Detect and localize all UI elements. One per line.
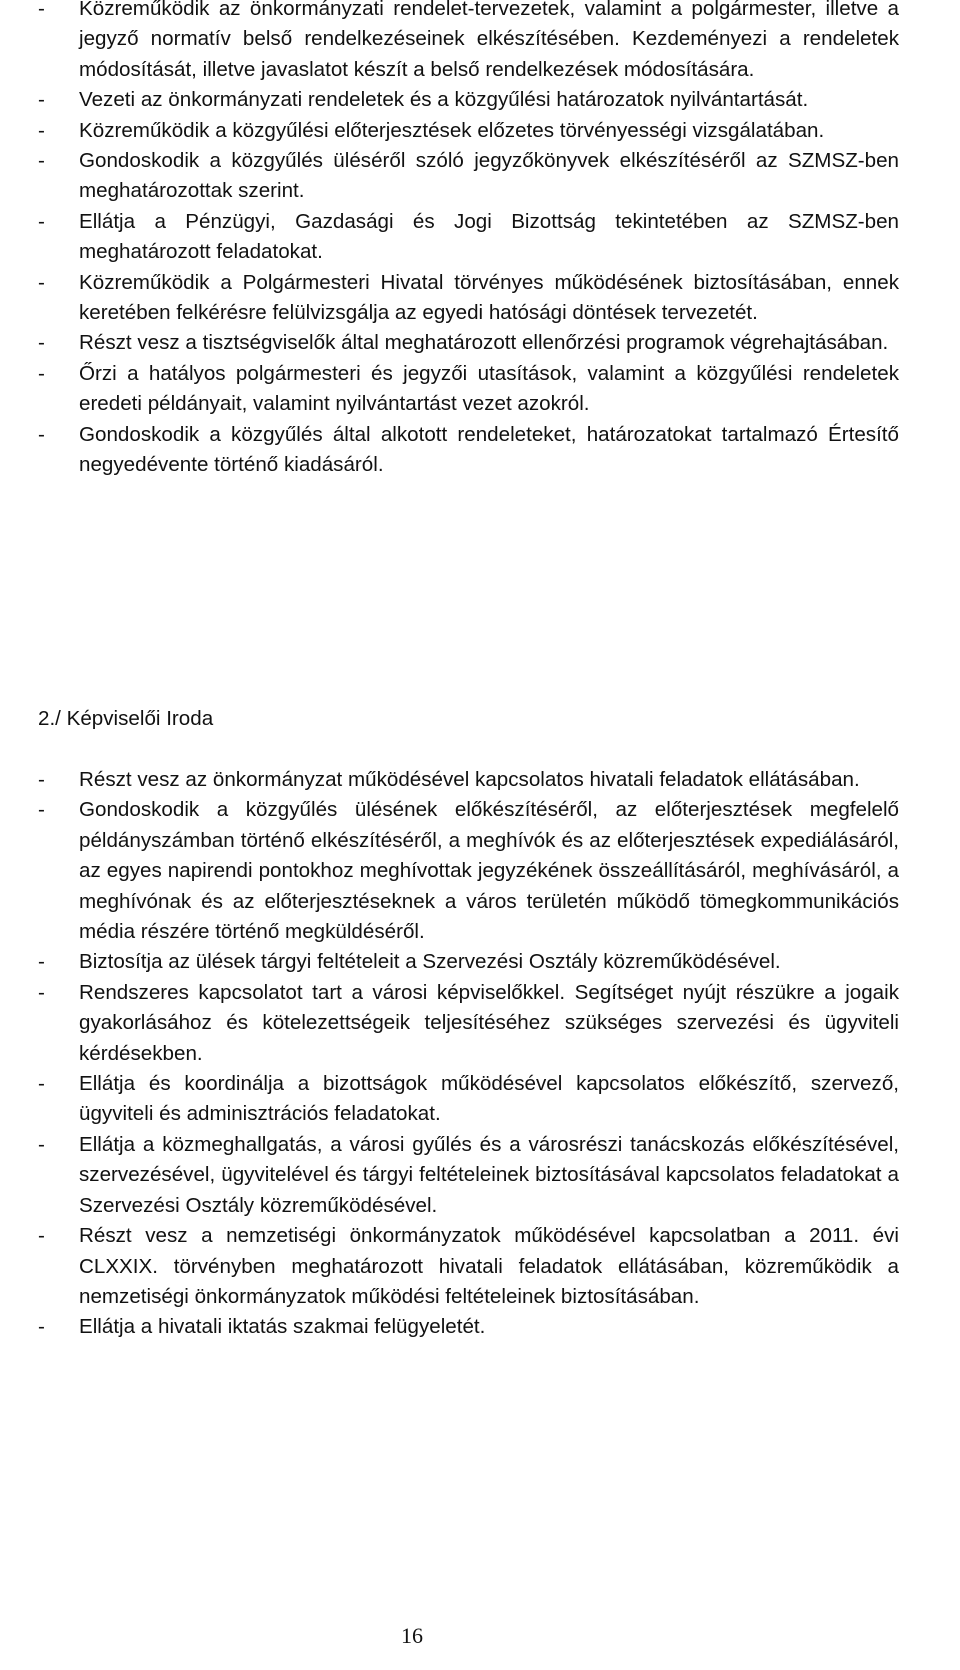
page-number: 16 (401, 1623, 423, 1648)
duty-list-kepviseloi-iroda (38, 765, 899, 1343)
list-item: - Részt vesz a nemzetiségi önkormányzatok működésével kapcsolatban a 2011. évi CLXXIX. törvényben meghatározott hivatali feladatok ellátásában, közreműködik a nemzetiségi önkormányzatok működési feltételeinek biztosításában. (38, 1221, 899, 1312)
list-item: - Gondoskodik a közgyűlés által alkotott rendeleteket, határozatokat tartalmazó Értesítő negyedévente történő kiadásáról. (38, 420, 899, 481)
list-item: - Közreműködik az önkormányzati rendelet-tervezetek, valamint a polgármester, illetve a jegyző normatív belső rendelkezéseinek elkészítésében. Kezdeményezi a rendeletek módosítását, illetve javaslatot készít a belső rendelkezések módosítására. (38, 0, 899, 85)
list-item: - Ellátja és koordinálja a bizottságok működésével kapcsolatos előkészítő, szervező, ügyviteli és adminisztrációs feladatokat. (38, 1069, 899, 1130)
list-item: - Őrzi a hatályos polgármesteri és jegyzői utasítások, valamint a közgyűlési rendeletek eredeti példányait, valamint nyilvántartást vezet azokról. (38, 359, 899, 420)
list-item: - Ellátja a Pénzügyi, Gazdasági és Jogi Bizottság tekintetében az SZMSZ-ben meghatározott feladatokat. (38, 207, 899, 268)
duty-list-top (38, 0, 899, 481)
list-item: - Vezeti az önkormányzati rendeletek és a közgyűlési határozatok nyilvántartását. (38, 85, 899, 115)
list-item: - Ellátja a hivatali iktatás szakmai felügyeletét. (38, 1312, 899, 1342)
list-item: - Részt vesz a tisztségviselők által meghatározott ellenőrzési programok végrehajtásában. (38, 328, 899, 358)
list-item: - Rendszeres kapcsolatot tart a városi képviselőkkel. Segítséget nyújt részükre a jogaik gyakorlásához és kötelezettségeik teljesítéséhez szükséges szervezési és ügyviteli kérdésekben. (38, 978, 899, 1069)
list-item: - Ellátja a közmeghallgatás, a városi gyűlés és a városrészi tanácskozás előkészítésével, szervezésével, ügyvitelével és tárgyi feltételeinek biztosításával kapcsolatos feladatokat a Szervezési Osztály közreműködésével. (38, 1130, 899, 1221)
list-item: - Részt vesz az önkormányzat működésével kapcsolatos hivatali feladatok ellátásában. (38, 765, 899, 795)
list-item: - Gondoskodik a közgyűlés ülésének előkészítéséről, az előterjesztések megfelelő példányszámban történő elkészítéséről, a meghívók és az előterjesztések expediálásáról, az egyes napirendi pontokhoz meghívottak jegyzékének összeállításáról, meghívásáról, a meghívónak és az előterjesztéseknek a város területén működő tömegkommunikációs média részére történő megküldéséről. (38, 795, 899, 947)
list-item: - Biztosítja az ülések tárgyi feltételeit a Szervezési Osztály közreműködésével. (38, 947, 899, 977)
list-item: - Közreműködik a közgyűlési előterjesztések előzetes törvényességi vizsgálatában. (38, 116, 899, 146)
list-item: - Gondoskodik a közgyűlés üléséről szóló jegyzőkönyvek elkészítéséről az SZMSZ-ben meghatározottak szerint. (38, 146, 899, 207)
list-item: - Közreműködik a Polgármesteri Hivatal törvényes működésének biztosításában, ennek keretében felkérésre felülvizsgálja az egyedi hatósági döntések tervezetét. (38, 268, 899, 329)
section-heading: 2./ Képviselői Iroda (38, 707, 214, 730)
